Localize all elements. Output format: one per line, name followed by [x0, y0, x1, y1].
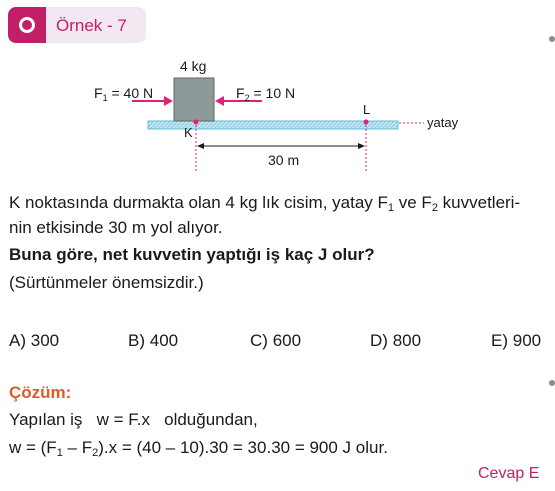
- example-label: Örnek - 7: [56, 16, 127, 35]
- answer-label: Cevap E: [478, 465, 540, 482]
- point-l-marker: [364, 120, 369, 125]
- option-b: B) 400: [128, 331, 179, 350]
- point-k-marker: [194, 120, 199, 125]
- mass-label: 4 kg: [180, 58, 207, 74]
- option-e: E) 900: [491, 331, 542, 350]
- problem-line-1: K noktasında durmakta olan 4 kg lık cisim, yatay $F_1$ ve $F_2$ kuvvetleri-: [9, 193, 521, 214]
- page-edge-dot-bottom: [549, 380, 555, 386]
- f1-label: $F_1 = 40$ N: [94, 85, 154, 103]
- circle-ring-icon: [8, 7, 46, 43]
- point-l-label: L: [363, 102, 371, 117]
- point-k-label: K: [184, 125, 193, 140]
- example-badge: [8, 7, 146, 43]
- option-a: A) 300: [9, 331, 60, 350]
- solution-line-2: $w = (F_1 - F_2).x = (40 - 10).30 = 30.30 = 900$ J olur.: [9, 438, 388, 459]
- mass-block: [174, 78, 214, 121]
- friction-note: (Sürtünmeler önemsizdir.): [9, 273, 204, 292]
- distance-arrowhead-right: [358, 143, 365, 149]
- distance-label: 30 m: [268, 152, 300, 168]
- horizontal-label: yatay: [427, 115, 459, 130]
- option-c: C) 600: [250, 331, 302, 350]
- solution-line-1: Yapılan iş w = F.x olduğundan,: [9, 410, 258, 429]
- solution-title: Çözüm:: [9, 383, 72, 402]
- f1-arrowhead: [164, 96, 173, 106]
- problem-line-2: nin etkisinde 30 m yol alıyor.: [9, 218, 223, 237]
- f2-label: $F_2 = 10$ N: [236, 85, 296, 103]
- option-d: D) 800: [370, 331, 422, 350]
- f2-arrowhead: [215, 96, 224, 106]
- distance-arrowhead-left: [197, 143, 204, 149]
- question-text: Buna göre, net kuvvetin yaptığı iş kaç J olur?: [9, 245, 375, 264]
- page-edge-dot-top: [549, 36, 555, 42]
